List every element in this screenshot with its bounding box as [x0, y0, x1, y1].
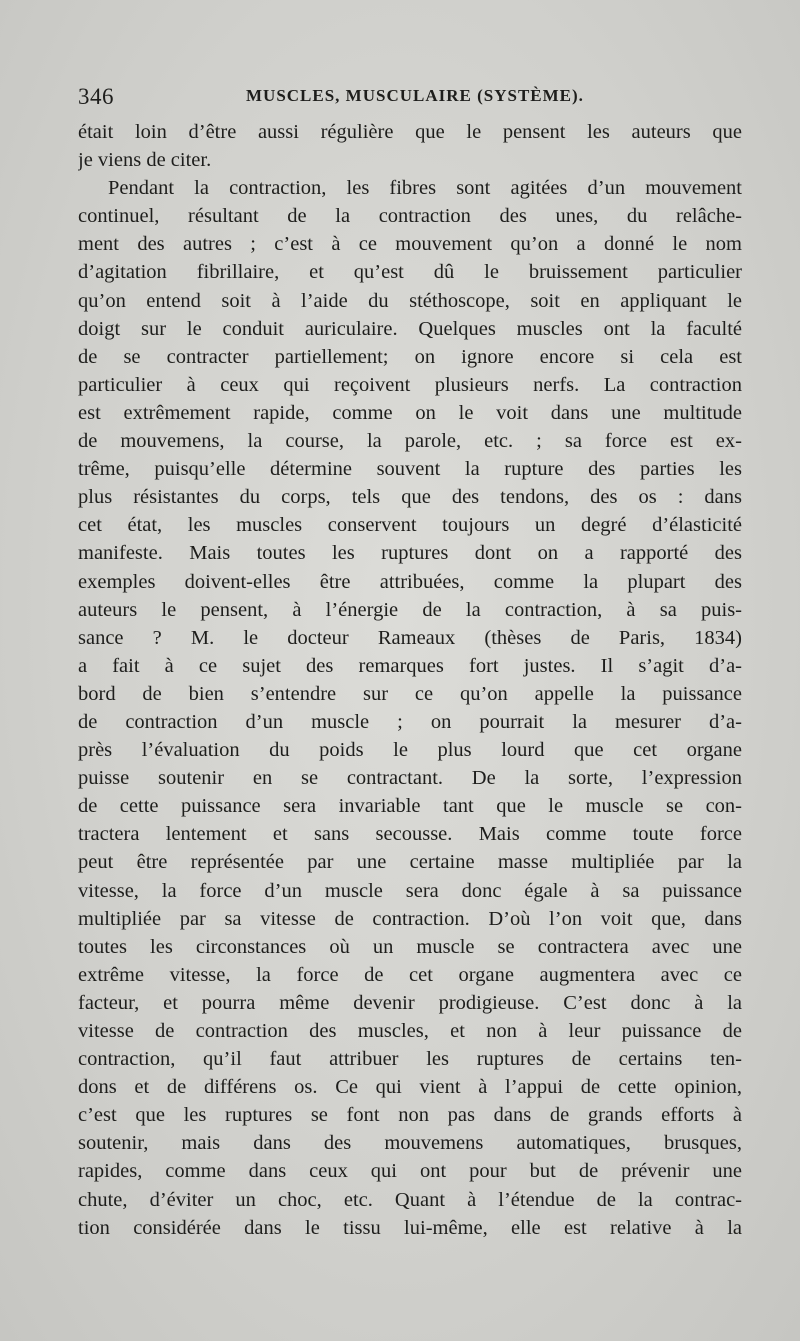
text-line: sance ? M. le docteur Rameaux (thèses de Paris, 1834)	[78, 626, 742, 649]
text-line: dons et de différens os. Ce qui vient à l’appui de cette opinion,	[78, 1076, 742, 1099]
text-line: rapides, comme dans ceux qui ont pour but de prévenir une	[78, 1160, 742, 1183]
text-line: extrême vitesse, la force de cet organe augmentera avec ce	[78, 963, 742, 986]
text-line: de mouvemens, la course, la parole, etc. ; sa force est ex-	[78, 430, 742, 453]
running-title: MUSCLES, MUSCULAIRE (SYSTÈME).	[246, 86, 584, 105]
text-line: chute, d’éviter un choc, etc. Quant à l’étendue de la contrac-	[78, 1188, 742, 1211]
text-line: doigt sur le conduit auriculaire. Quelques muscles ont la faculté	[78, 317, 742, 340]
text-line: de se contracter partiellement; on ignore encore si cela est	[78, 345, 742, 368]
text-line: de contraction d’un muscle ; on pourrait la mesurer d’a-	[78, 710, 742, 733]
text-line: je viens de citer.	[78, 149, 212, 172]
text-line: multipliée par sa vitesse de contraction. D’où l’on voit que, dans	[78, 907, 742, 930]
text-line: c’est que les ruptures se font non pas dans de grands efforts à	[78, 1104, 742, 1127]
page-header	[78, 84, 742, 114]
text-line: facteur, et pourra même devenir prodigieuse. C’est donc à la	[78, 991, 742, 1014]
text-line: est extrêmement rapide, comme on le voit dans une multitude	[78, 401, 742, 424]
text-line: a fait à ce sujet des remarques fort justes. Il s’agit d’a-	[78, 654, 742, 677]
text-line: puisse soutenir en se contractant. De la sorte, l’expression	[78, 767, 742, 790]
text-line: Pendant la contraction, les fibres sont agitées d’un mouvement	[108, 177, 742, 200]
text-line: tractera lentement et sans secousse. Mais comme toute force	[78, 823, 742, 846]
text-line: vitesse de contraction des muscles, et non à leur puissance de	[78, 1020, 742, 1042]
text-line: ment des autres ; c’est à ce mouvement qu’on a donné le nom	[78, 233, 742, 256]
text-line: manifeste. Mais toutes les ruptures dont on a rapporté des	[78, 542, 742, 565]
text-line: soutenir, mais dans des mouvemens automatiques, brusques,	[78, 1132, 742, 1155]
text-line: d’agitation fibrillaire, et qu’est dû le bruissement particulier	[78, 261, 742, 284]
text-line: plus résistantes du corps, tels que des tendons, des os : dans	[78, 486, 742, 509]
text-line: bord de bien s’entendre sur ce qu’on appelle la puissance	[78, 682, 742, 705]
text-line: de cette puissance sera invariable tant que le muscle se con-	[78, 795, 742, 818]
text-line: contraction, qu’il faut attribuer les ruptures de certains ten-	[78, 1048, 742, 1071]
text-line: trême, puisqu’elle détermine souvent la rupture des parties les	[78, 458, 742, 481]
text-line: auteurs le pensent, à l’énergie de la contraction, à sa puis-	[78, 598, 742, 621]
text-line: continuel, résultant de la contraction des unes, du relâche-	[78, 205, 742, 228]
text-line: vitesse, la force d’un muscle sera donc égale à sa puissance	[78, 879, 742, 902]
text-line: particulier à ceux qui reçoivent plusieurs nerfs. La contraction	[78, 373, 742, 396]
body-text	[78, 118, 742, 1242]
page-number: 346	[78, 84, 114, 109]
text-line: cet état, les muscles conservent toujours un degré d’élasticité	[78, 514, 742, 537]
text-line: exemples doivent-elles être attribuées, comme la plupart des	[78, 570, 742, 593]
text-line: toutes les circonstances où un muscle se contractera avec une	[78, 935, 742, 958]
text-line: était loin d’être aussi régulière que le pensent les auteurs que	[78, 121, 742, 143]
text-line: peut être représentée par une certaine masse multipliée par la	[78, 851, 742, 874]
text-line: près l’évaluation du poids le plus lourd que cet organe	[78, 739, 742, 762]
text-line: qu’on entend soit à l’aide du stéthoscope, soit en appliquant le	[78, 289, 742, 312]
text-line: tion considérée dans le tissu lui-même, elle est relative à la	[78, 1216, 742, 1239]
